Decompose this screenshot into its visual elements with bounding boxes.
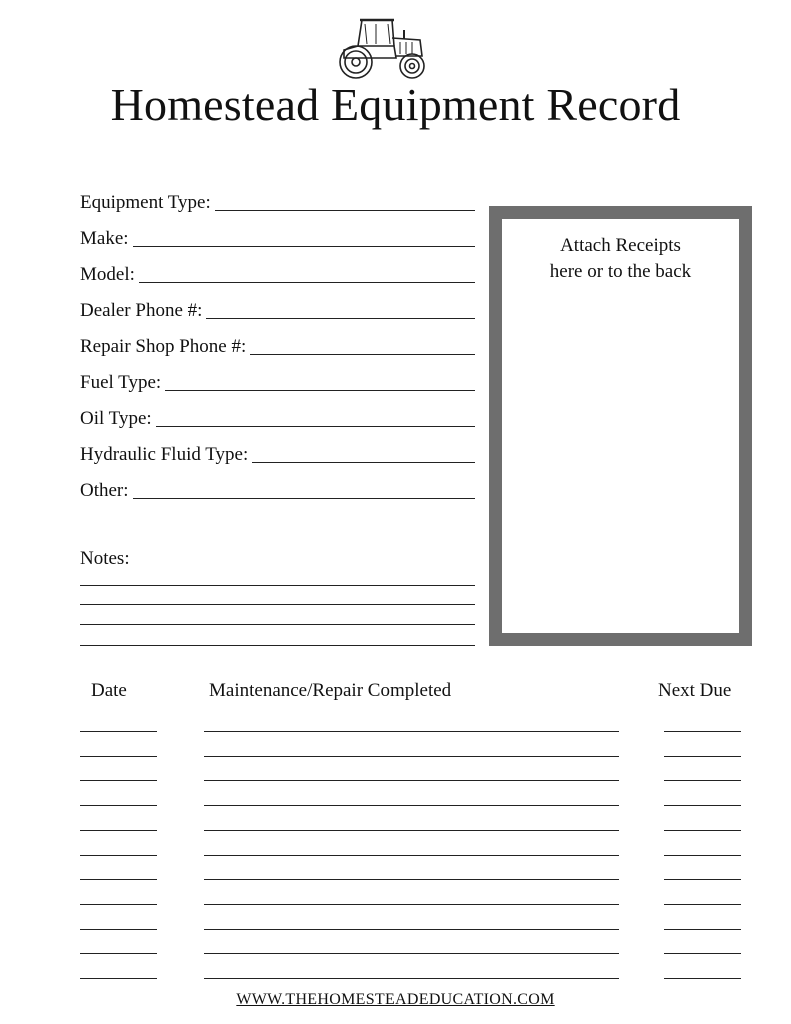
maintenance-line[interactable] [204, 904, 619, 905]
fill-line[interactable] [252, 461, 475, 463]
maintenance-line[interactable] [204, 756, 619, 757]
date-line[interactable] [80, 830, 157, 831]
date-line[interactable] [80, 978, 157, 979]
field-other[interactable] [80, 476, 475, 502]
field-label: Repair Shop Phone #: [80, 336, 247, 357]
notes-label: Notes: [80, 548, 130, 569]
fill-line[interactable] [215, 209, 475, 211]
field-dealer-phone[interactable] [80, 296, 475, 322]
date-line[interactable] [80, 953, 157, 954]
receipt-instructions [502, 233, 739, 285]
fill-line[interactable] [133, 497, 475, 499]
maintenance-line[interactable] [204, 978, 619, 979]
fill-line[interactable] [206, 317, 475, 319]
date-line[interactable] [80, 855, 157, 856]
column-header-next-due: Next Due [658, 680, 732, 701]
footer-url: WWW.THEHOMESTEADEDUCATION.COM [236, 991, 555, 1008]
field-label: Dealer Phone #: [80, 300, 203, 321]
notes-line[interactable] [80, 604, 475, 605]
next-due-line[interactable] [664, 879, 741, 880]
notes-line[interactable] [80, 585, 475, 586]
date-line[interactable] [80, 756, 157, 757]
maintenance-line[interactable] [204, 953, 619, 954]
page-title: Homestead Equipment Record [110, 79, 681, 130]
receipt-text-line-2: here or to the back [549, 261, 692, 282]
column-header-date: Date [91, 680, 127, 701]
receipt-attachment-box [489, 206, 752, 646]
next-due-line[interactable] [664, 953, 741, 954]
notes-line[interactable] [80, 624, 475, 625]
date-line[interactable] [80, 780, 157, 781]
field-hydraulic-fluid-type[interactable] [80, 440, 475, 466]
maintenance-line[interactable] [204, 929, 619, 930]
notes-line[interactable] [80, 645, 475, 646]
fill-line[interactable] [156, 425, 475, 427]
maintenance-line[interactable] [204, 830, 619, 831]
fill-line[interactable] [250, 353, 475, 355]
tractor-icon [336, 16, 428, 80]
date-line[interactable] [80, 805, 157, 806]
fill-line[interactable] [133, 245, 475, 247]
next-due-line[interactable] [664, 805, 741, 806]
field-label: Equipment Type: [80, 192, 211, 213]
next-due-line[interactable] [664, 830, 741, 831]
field-label: Make: [80, 228, 129, 249]
date-line[interactable] [80, 879, 157, 880]
field-fuel-type[interactable] [80, 368, 475, 394]
receipt-text-line-1: Attach Receipts [560, 235, 681, 256]
field-label: Fuel Type: [80, 372, 162, 393]
field-make[interactable] [80, 224, 475, 250]
next-due-line[interactable] [664, 780, 741, 781]
fill-line[interactable] [165, 389, 475, 391]
field-label: Oil Type: [80, 408, 152, 429]
field-label: Model: [80, 264, 135, 285]
column-header-maintenance: Maintenance/Repair Completed [209, 680, 452, 701]
maintenance-line[interactable] [204, 731, 619, 732]
maintenance-line[interactable] [204, 805, 619, 806]
next-due-line[interactable] [664, 731, 741, 732]
field-label: Other: [80, 480, 129, 501]
date-line[interactable] [80, 929, 157, 930]
field-label: Hydraulic Fluid Type: [80, 444, 249, 465]
field-repair-shop-phone[interactable] [80, 332, 475, 358]
field-model[interactable] [80, 260, 475, 286]
date-line[interactable] [80, 904, 157, 905]
next-due-line[interactable] [664, 756, 741, 757]
field-oil-type[interactable] [80, 404, 475, 430]
date-line[interactable] [80, 731, 157, 732]
field-equipment-type[interactable] [80, 188, 475, 214]
maintenance-line[interactable] [204, 855, 619, 856]
next-due-line[interactable] [664, 855, 741, 856]
next-due-line[interactable] [664, 929, 741, 930]
next-due-line[interactable] [664, 904, 741, 905]
maintenance-line[interactable] [204, 780, 619, 781]
fill-line[interactable] [139, 281, 475, 283]
next-due-line[interactable] [664, 978, 741, 979]
maintenance-line[interactable] [204, 879, 619, 880]
